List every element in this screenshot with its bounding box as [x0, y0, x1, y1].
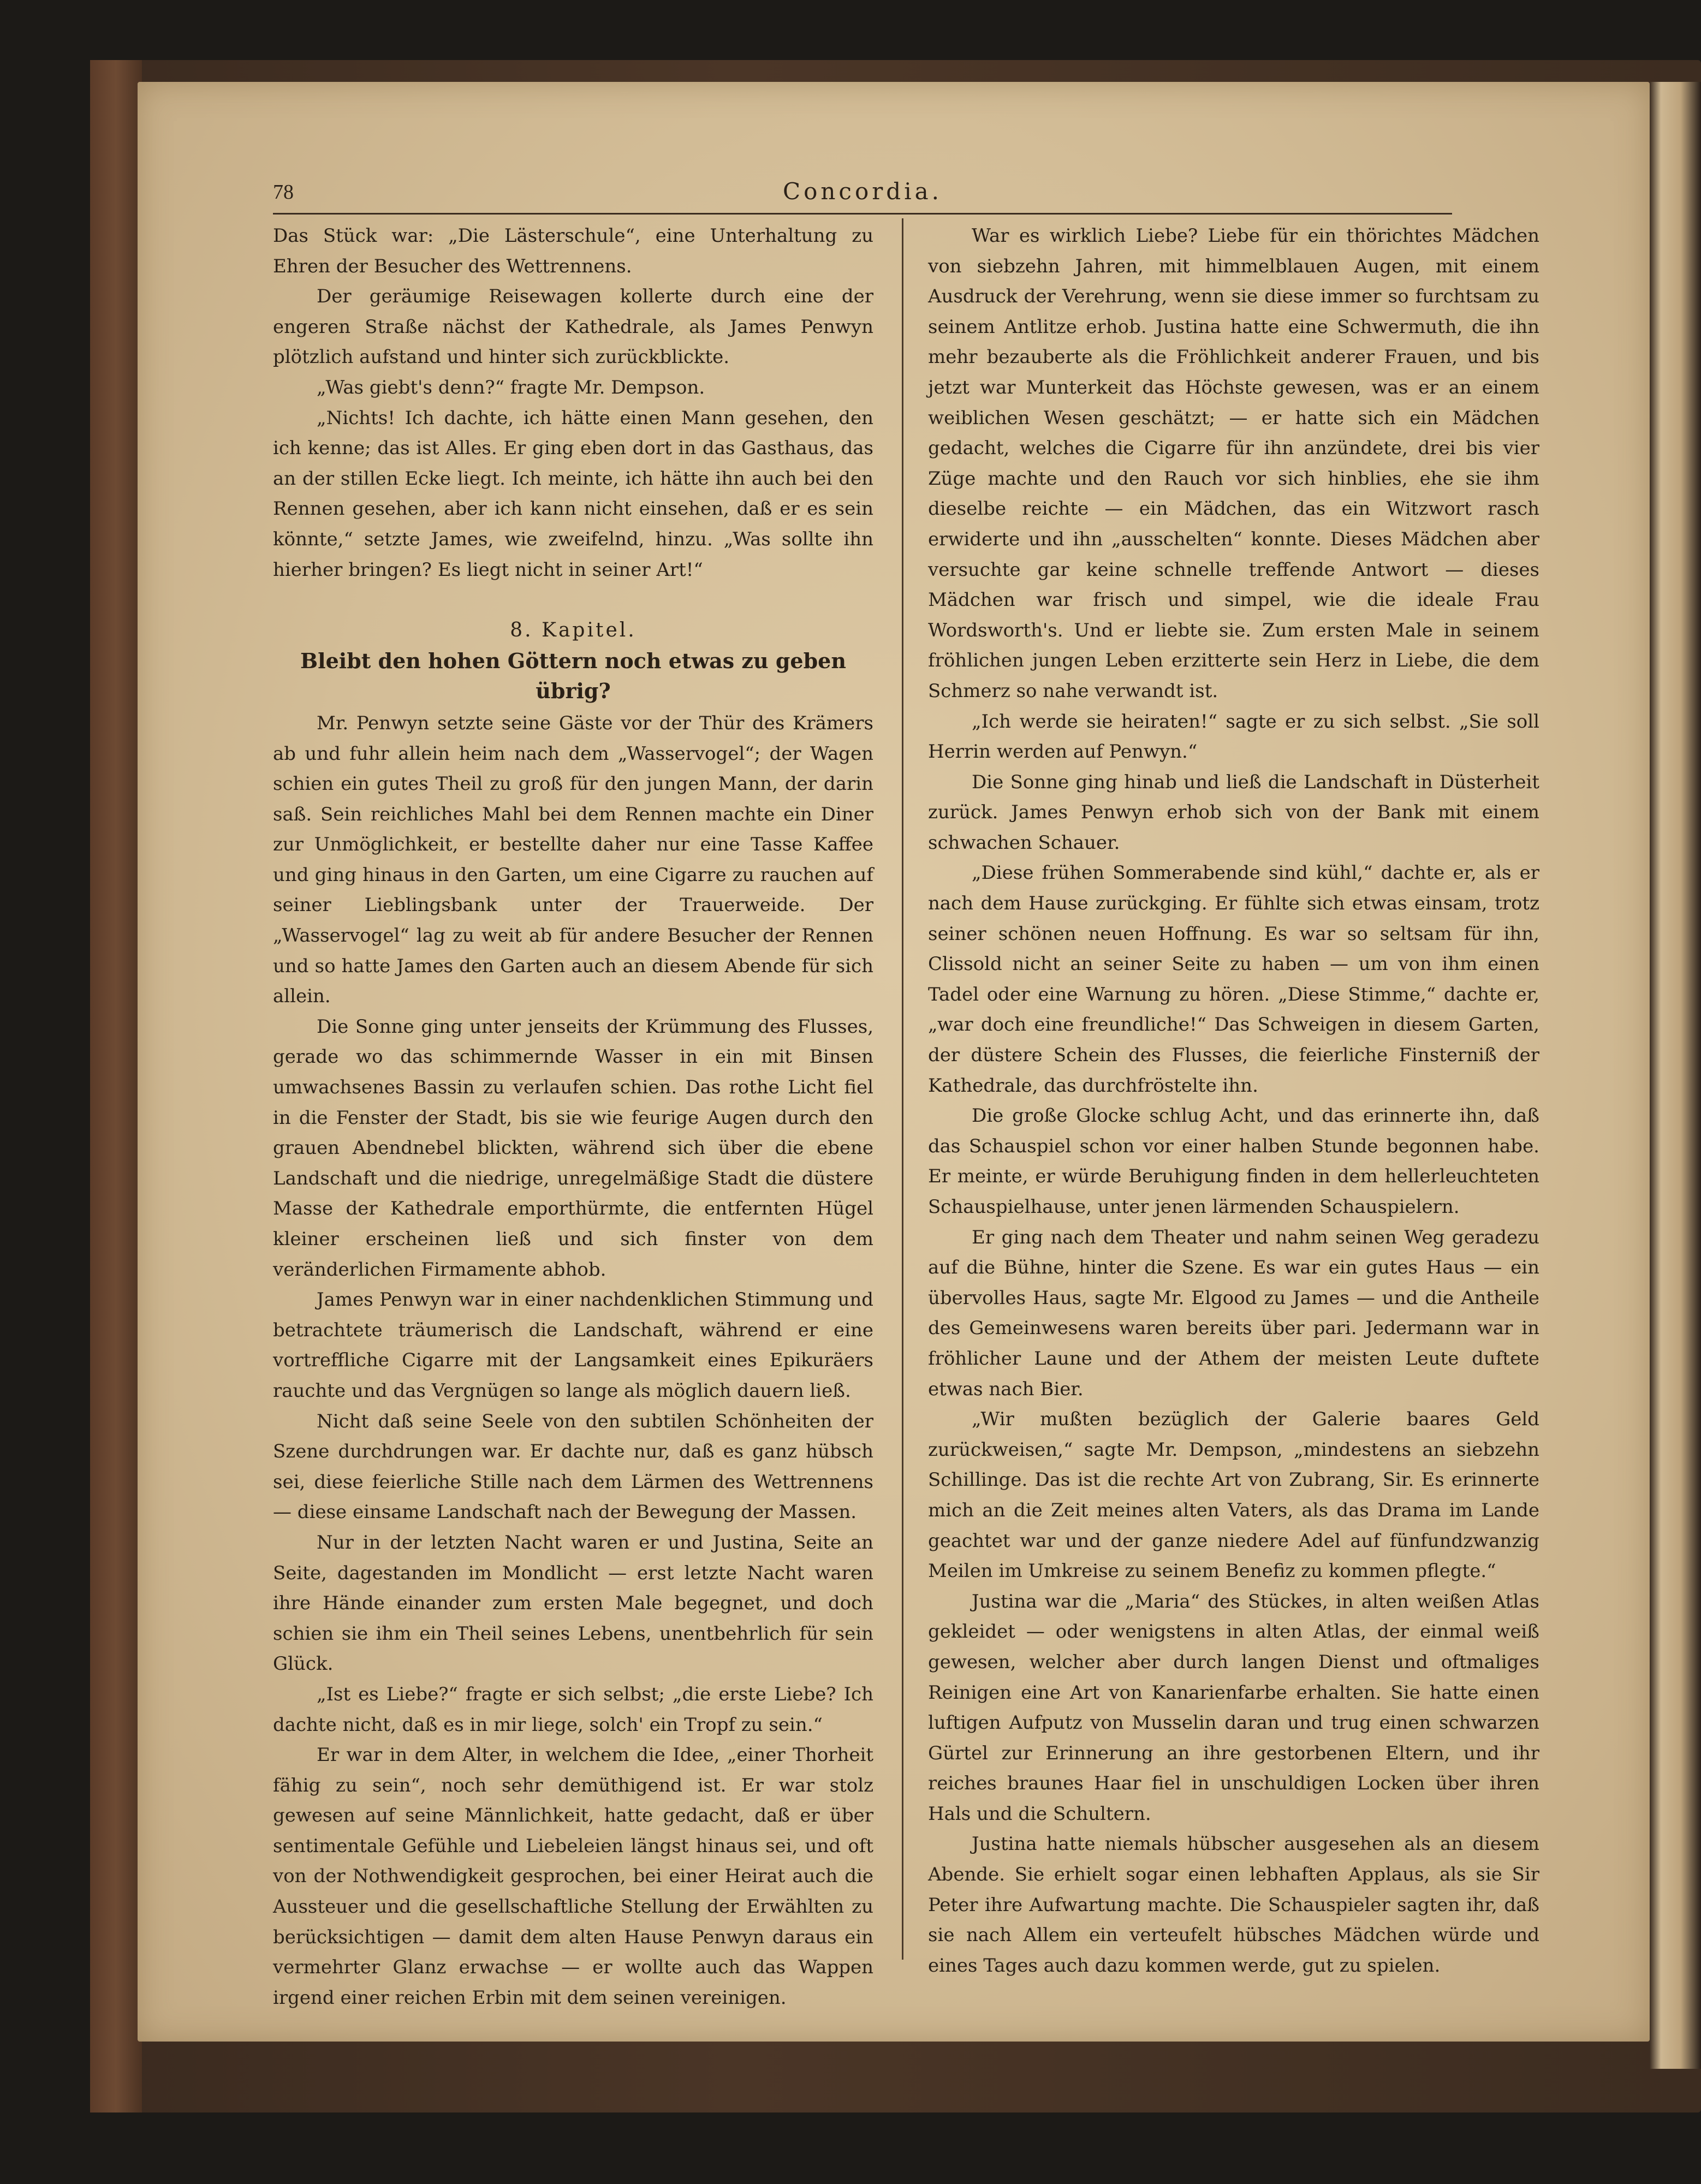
paragraph: Er war in dem Alter, in welchem die Idee, „einer Thorheit fähig zu sein“, noch sehr demüthigend ist. Er war stolz gewesen auf seine Männlichkeit, hatte gedacht, daß er über sentimentale Gefühle und Liebeleien längst hinaus sei, und oft von der Nothwendigkeit gesprochen, bei einer Heirat auch die Aussteuer und die gesellschaftliche Stellung der Erwählten zu berücksichtigen — damit dem alten Hause Penwyn daraus ein vermehrter Glanz erwachse — er wollte auch das Wappen irgend einer reichen Erbin mit dem seinen vereinigen.: [273, 1744, 873, 2009]
paragraph: Nicht daß seine Seele von den subtilen Schönheiten der Szene durchdrungen war. Er dachte nur, daß es ganz hübsch sei, diese feierliche Stille nach dem Lärmen des Wettrennens — diese einsame Landschaft nach der Bewegung der Massen.: [273, 1410, 873, 1524]
chapter-number: 8. Kapitel.: [510, 619, 637, 642]
running-title: Concordia.: [782, 178, 943, 205]
paragraph: Der geräumige Reisewagen kollerte durch eine der engeren Straße nächst der Kathedrale, als James Penwyn plötzlich aufstand und hinter sich zurückblickte.: [273, 285, 873, 368]
book-spine-edge: [90, 60, 142, 2112]
page-number: 78: [273, 181, 294, 204]
paragraph: Justina hatte niemals hübscher ausgesehen als an diesem Abende. Sie erhielt sogar einen lebhaften Applaus, als sie Sir Peter ihre Aufwartung machte. Die Schauspieler sagten ihr, daß sie nach Allem ein verteufelt hübsches Mädchen würde und eines Tages auch dazu kommen werde, gut zu spielen.: [928, 1833, 1539, 1977]
paragraph: „Nichts! Ich dachte, ich hätte einen Mann gesehen, den ich kenne; das ist Alles. Er ging eben dort in das Gasthaus, das an der stillen Ecke liegt. Ich meinte, ich hätte ihn auch bei den Rennen gesehen, aber ich kann nicht einsehen, daß er es sein könnte,“ setzte James, wie zweifelnd, hinzu. „Was sollte ihn hierher bringen? Es liegt nicht in seiner Art!“: [273, 407, 873, 581]
paragraph: War es wirklich Liebe? Liebe für ein thörichtes Mädchen von siebzehn Jahren, mit himmelblauen Augen, mit einem Ausdruck der Verehrung, wenn sie diese immer so furchtsam zu seinem Antlitze erhob. Justina hatte eine Schwermuth, die ihn mehr bezauberte als die Fröhlichkeit anderer Frauen, und bis jetzt war Munterkeit das Höchste gewesen, was er an einem weiblichen Wesen geschätzt; — er hatte sich ein Mädchen gedacht, welches die Cigarre für ihn anzündete, drei bis vier Züge machte und den Rauch vor sich hinblies, ehe sie ihm dieselbe reichte — ein Mädchen, das ein Witzwort rasch erwiderte und ihn „ausschelten“ konnte. Dieses Mädchen aber versuchte gar keine schnelle treffende Antwort — dieses Mädchen war frisch und simpel, wie die ideale Frau Wordsworth's. Und er liebte sie. Zum ersten Male in seinem fröhlichen jungen Leben erzitterte sein Herz in Liebe, die dem Schmerz so nahe verwandt ist.: [928, 225, 1539, 702]
header-rule: [273, 213, 1452, 215]
paragraph: James Penwyn war in einer nachdenklichen Stimmung und betrachtete träumerisch die Landschaft, während er eine vortreffliche Cigarre mit der Langsamkeit eines Epikuräers rauchte und das Vergnügen so lange als möglich dauern ließ.: [273, 1289, 873, 1402]
column-divider: [902, 218, 903, 1960]
left-column: [273, 221, 873, 2013]
paragraph: Justina war die „Maria“ des Stückes, in alten weißen Atlas gekleidet — oder wenigstens in alten Atlas, der einmal weiß gewesen, welcher aber durch langen Dienst und oftmaliges Reinigen eine Art von Kanarienfarbe erhalten. Sie hatte einen luftigen Aufputz von Musselin daran und trug einen schwarzen Gürtel zur Erinnerung an ihre gestorbenen Eltern, und ihr reiches braunes Haar fiel in unschuldigen Locken über ihren Hals und die Schultern.: [928, 1590, 1539, 1825]
paragraph: Die große Glocke schlug Acht, und das erinnerte ihn, daß das Schauspiel schon vor einer halben Stunde begonnen habe. Er meinte, er würde Beruhigung finden in dem hellerleuchteten Schauspielhause, unter jenen lärmenden Schauspielern.: [928, 1105, 1539, 1218]
paragraph: Die Sonne ging hinab und ließ die Landschaft in Düsterheit zurück. James Penwyn erhob sich von der Bank mit einem schwachen Schauer.: [928, 771, 1539, 854]
right-column: [928, 221, 1539, 1981]
paragraph: „Was giebt's denn?“ fragte Mr. Dempson.: [317, 376, 705, 398]
paragraph: Das Stück war: „Die Lästerschule“, eine Unterhaltung zu Ehren der Besucher des Wettrennens.: [273, 225, 873, 277]
paragraph: „Ist es Liebe?“ fragte er sich selbst; „die erste Liebe? Ich dachte nicht, daß es in mir liege, solch' ein Tropf zu sein.“: [273, 1683, 873, 1736]
paragraph: Mr. Penwyn setzte seine Gäste vor der Thür des Krämers ab und fuhr allein heim nach dem „Wasservogel“; der Wagen schien ein gutes Theil zu groß für den jungen Mann, der darin saß. Sein reichliches Mahl bei dem Rennen machte ein Diner zur Unmöglichkeit, er bestellte daher nur eine Tasse Kaffee und ging hinaus in den Garten, um eine Cigarre zu rauchen auf seiner Lieblingsbank unter der Trauerweide. Der „Wasservogel“ lag zu weit ab für andere Besucher der Rennen und so hatte James den Garten auch an diesem Abende für sich allein.: [273, 712, 873, 1008]
chapter-title: Bleibt den hohen Göttern noch etwas zu geben übrig?: [300, 648, 846, 704]
paragraph: „Ich werde sie heiraten!“ sagte er zu sich selbst. „Sie soll Herrin werden auf Penwyn.“: [928, 710, 1539, 763]
paragraph: „Diese frühen Sommerabende sind kühl,“ dachte er, als er nach dem Hause zurückging. Er fühlte sich etwas einsam, trotz seiner schönen neuen Hoffnung. Es war so seltsam für ihn, Clissold nicht an seiner Seite zu haben — um von ihm einen Tadel oder eine Warnung zu hören. „Diese Stimme,“ dachte er, „war doch eine freundliche!“ Das Schweigen in diesem Garten, der düstere Schein des Flusses, die feierliche Finsterniß der Kathedrale, das durchfröstelte ihn.: [928, 862, 1539, 1097]
paragraph: „Wir mußten bezüglich der Galerie baares Geld zurückweisen,“ sagte Mr. Dempson, „mindestens an siebzehn Schillinge. Das ist die rechte Art von Zubrang, Sir. Es erinnerte mich an die Zeit meines alten Vaters, als das Drama im Lande geachtet war und der ganze niedere Adel auf fünfundzwanzig Meilen im Umkreise zu seinem Benefiz zu kommen pflegte.“: [928, 1408, 1539, 1582]
next-page-edge: [1650, 82, 1701, 2069]
paragraph: Nur in der letzten Nacht waren er und Justina, Seite an Seite, dagestanden im Mondlicht — erst letzte Nacht waren ihre Hände einander zum ersten Male begegnet, und doch schien sie ihm ein Theil seines Lebens, unentbehrlich für sein Glück.: [273, 1531, 873, 1675]
paragraph: Die Sonne ging unter jenseits der Krümmung des Flusses, gerade wo das schimmernde Wasser in ein mit Binsen umwachsenes Bassin zu verlaufen schien. Das rothe Licht fiel in die Fenster der Stadt, bis sie wie feurige Augen durch den grauen Abendnebel blickten, während sich über die ebene Landschaft und die niedrige, unregelmäßige Stadt die düstere Masse der Kathedrale emporthürmte, die entfernten Hügel kleiner erscheinen ließ und sich finster von dem veränderlichen Firmamente abhob.: [273, 1015, 873, 1281]
paragraph: Er ging nach dem Theater und nahm seinen Weg geradezu auf die Bühne, hinter die Szene. Es war ein gutes Haus — ein übervolles Haus, sagte Mr. Elgood zu James — und die Antheile des Gemeinwesens waren bereits über pari. Jedermann war in fröhlicher Laune und der Athem der meisten Leute duftete etwas nach Bier.: [928, 1226, 1539, 1400]
